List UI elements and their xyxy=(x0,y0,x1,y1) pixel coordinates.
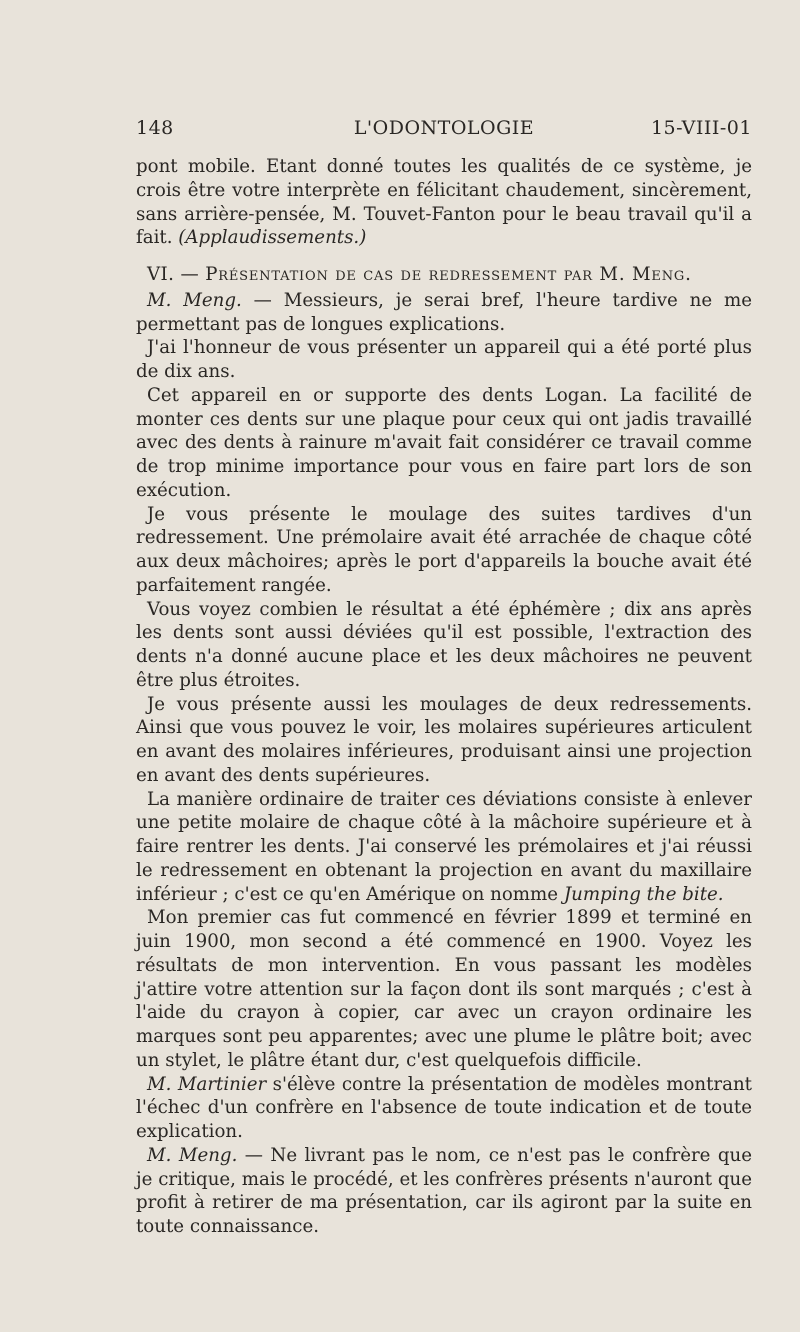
applause-note: (Applaudissements.) xyxy=(178,227,367,249)
paragraph-3: Cet appareil en or supporte des dents Logan. La facilité de monter ces dents sur une plaque pour ceux qui ont jadis travaillé avec des dents à rainure m'avait fait considérer ce travail comme de trop minime importance pour vous en faire part lors de son exécution. xyxy=(136,384,752,501)
issue-date: 15-VIII-01 xyxy=(650,117,752,139)
body-text xyxy=(136,155,752,1239)
paragraph-9-text: s'élève contre la présentation de modèles montrant l'échec d'un confrère en l'absence de toute indication et de toute explication. xyxy=(136,1073,752,1142)
paragraph-10 xyxy=(136,1144,752,1239)
section-number: VI. — xyxy=(147,264,206,285)
speaker-meng-2: M. Meng. xyxy=(147,1144,238,1166)
paragraph-7 xyxy=(136,788,752,907)
paragraph-1 xyxy=(136,289,752,337)
running-header xyxy=(136,117,752,147)
section-heading xyxy=(136,263,752,287)
journal-title: L'ODONTOLOGIE xyxy=(353,117,535,139)
paragraph-9 xyxy=(136,1073,752,1144)
paragraph-0 xyxy=(136,155,752,250)
speaker-meng: M. Meng. xyxy=(147,289,242,311)
page-number: 148 xyxy=(136,117,174,139)
paragraph-4: Je vous présente le moulage des suites tardives d'un redressement. Une prémolaire avait été arrachée de chaque côté aux deux mâchoires; après le port d'appareils la bouche avait été parfaitement rangée. xyxy=(136,503,752,596)
jumping-the-bite-term: Jumping the bite. xyxy=(563,883,724,905)
paragraph-10-text: — Ne livrant pas le nom, ce n'est pas le confrère que je critique, mais le procédé, et les confrères présents n'auront que profit à retirer de ma présentation, car ils agiront par la suite en toute connaissance. xyxy=(136,1144,752,1237)
paragraph-5: Vous voyez combien le résultat a été éphémère ; dix ans après les dents sont aussi déviées qu'il est possible, l'extraction des dents n'a donné aucune place et les deux mâchoires ne peuvent être plus étroites. xyxy=(136,598,752,691)
paragraph-1-text: — Messieurs, je serai bref, l'heure tardive ne me permettant pas de longues explications. xyxy=(136,289,752,335)
paragraph-2: J'ai l'honneur de vous présenter un appareil qui a été porté plus de dix ans. xyxy=(136,337,752,382)
paragraph-8: Mon premier cas fut commencé en février 1899 et terminé en juin 1900, mon second a été commencé en 1900. Voyez les résultats de mon intervention. En vous passant les modèles j'attire votre attention sur la façon dont ils sont marqués ; c'est à l'aide du crayon à copier, car avec un crayon ordinaire les marques sont peu apparentes; avec une plume le plâtre boit; avec un stylet, le plâtre étant dur, c'est quelquefois difficile. xyxy=(136,907,752,1071)
speaker-martinier: M. Martinier xyxy=(147,1073,267,1095)
paragraph-7-text: La manière ordinaire de traiter ces déviations consiste à enlever une petite molaire de chaque côté à la mâchoire supérieure et à faire rentrer les dents. J'ai conservé les prémolaires et j'ai réussi le redressement en obtenant la projection en avant du maxillaire inférieur ; c'est ce qu'en Amérique on nomme xyxy=(136,788,752,905)
paragraph-0-text: pont mobile. Etant donné toutes les qualités de ce système, je crois être votre interprète en félicitant chaudement, sincèrement, sans arrière-pensée, M. Touvet-Fanton pour le beau travail qu'il a fait. xyxy=(136,156,752,249)
paragraph-6: Je vous présente aussi les moulages de deux redressements. Ainsi que vous pouvez le voir, les molaires supérieures articulent en avant des molaires inférieures, produisant ainsi une projection en avant des dents supérieures. xyxy=(136,693,752,786)
section-title: Présentation de cas de redressement par M. Meng. xyxy=(205,264,692,285)
